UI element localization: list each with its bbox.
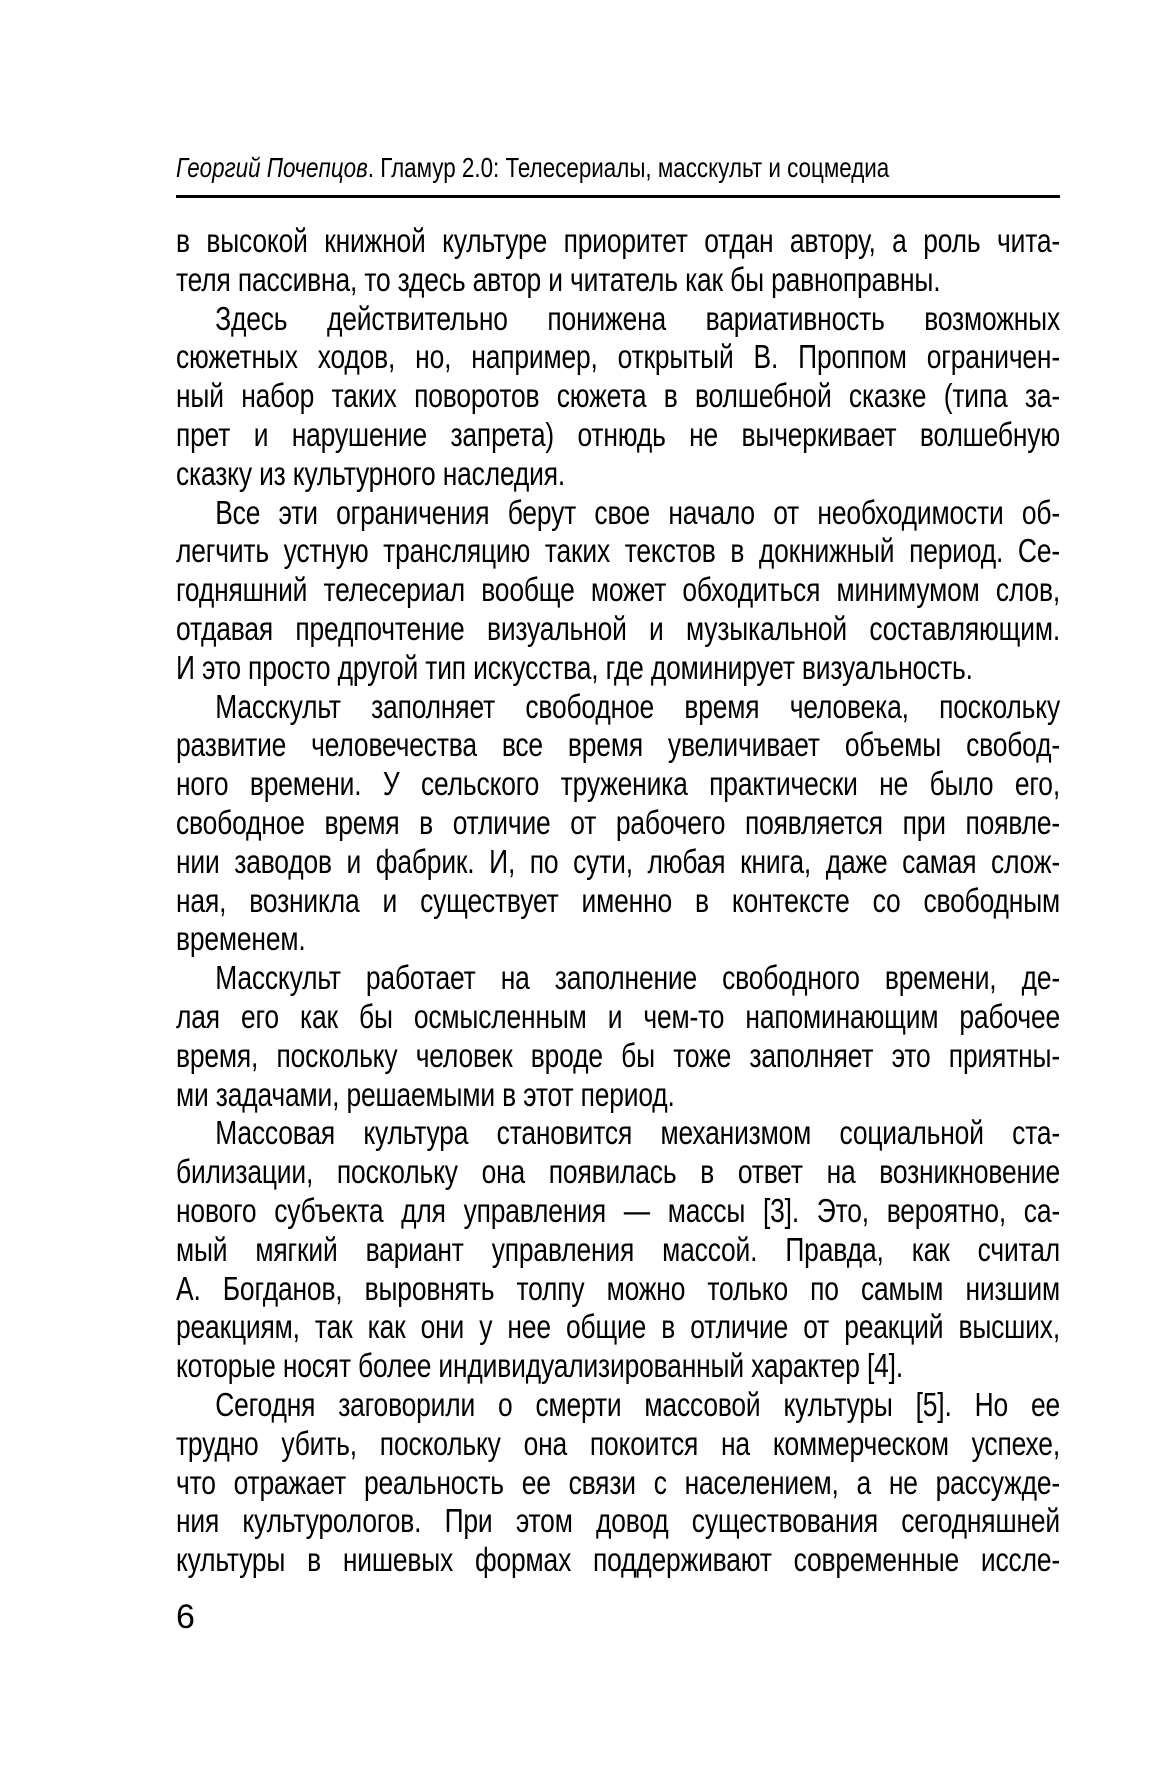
text-line: свободное время в отличие от рабочего появляется при появле- [176, 803, 1060, 841]
header-rule [176, 195, 1060, 198]
text-line: прет и нарушение запрета) отнюдь не вычеркивает волшебную [176, 415, 1060, 453]
text-line: ми задачами, решаемыми в этот период. [176, 1075, 675, 1113]
text-line: нового субъекта для управления — массы [3]. Это, вероятно, са- [176, 1191, 1060, 1229]
text-line: ного времени. У сельского труженика практически не было его, [176, 765, 1060, 803]
text-line: ный набор таких поворотов сюжета в волшебной сказке (типа за- [176, 377, 1060, 415]
text-line: теля пассивна, то здесь автор и читатель как бы равноправны. [176, 260, 941, 298]
text-line: Все эти ограничения берут свое начало от необходимости об- [215, 493, 1060, 531]
text-line: временем. [176, 920, 306, 958]
text-line: Сегодня заговорили о смерти массовой культуры [5]. Но ее [215, 1385, 1060, 1423]
paragraph [176, 1114, 1060, 1386]
running-header [176, 152, 1060, 184]
paragraph [176, 959, 1060, 1114]
text-line: Масскульт работает на заполнение свободного времени, де- [215, 959, 1060, 997]
text-line: ная, возникла и существует именно в контексте со свободным [176, 881, 1060, 919]
text-line: которые носят более индивидуализированный характер [4]. [176, 1347, 904, 1385]
text-line: ния культурологов. При этом довод существования сегодняшней [176, 1502, 1060, 1540]
text-line: лая его как бы осмысленным и чем-то напоминающим рабочее [176, 997, 1060, 1035]
text-line: что отражает реальность ее связи с населением, а не рассужде- [176, 1463, 1060, 1501]
text-line: мый мягкий вариант управления массой. Правда, как считал [176, 1230, 1060, 1268]
paragraph [176, 688, 1060, 960]
text-line: годняшний телесериал вообще может обходиться минимумом слов, [176, 571, 1060, 609]
text-line: культуры в нишевых формах поддерживают современные иссле- [176, 1541, 1060, 1579]
text-line: Массовая культура становится механизмом социальной ста- [215, 1114, 1060, 1152]
text-line: реакциям, так как они у нее общие в отличие от реакций высших, [176, 1308, 1060, 1346]
paragraph [176, 494, 1060, 688]
page-body-text [176, 222, 1060, 1580]
paragraph [176, 300, 1060, 494]
text-line: А. Богданов, выровнять толпу можно только по самым низшим [176, 1269, 1060, 1307]
text-line: в высокой книжной культуре приоритет отдан автору, а роль чита- [176, 222, 1060, 259]
text-line: И это просто другой тип искусства, где доминирует визуальность. [176, 648, 973, 686]
running-header-author: Георгий Почепцов [176, 152, 368, 183]
text-line: легчить устную трансляцию таких текстов в докнижный период. Се- [176, 532, 1060, 570]
text-line: Масскульт заполняет свободное время человека, поскольку [215, 687, 1060, 725]
text-line: сказку из культурного наследия. [176, 454, 566, 492]
text-line: билизации, поскольку она появилась в ответ на возникновение [176, 1153, 1060, 1191]
text-line: трудно убить, поскольку она покоится на коммерческом успехе, [176, 1424, 1060, 1462]
text-line: отдавая предпочтение визуальной и музыкальной составляющим. [176, 609, 1060, 647]
text-line: время, поскольку человек вроде бы тоже заполняет это приятны- [176, 1036, 1060, 1074]
paragraph [176, 222, 1060, 300]
text-line: нии заводов и фабрик. И, по сути, любая книга, даже самая слож- [176, 842, 1060, 880]
text-line: развитие человечества все время увеличивает объемы свобод- [176, 726, 1060, 764]
page-number: 6 [176, 1598, 195, 1636]
text-line: Здесь действительно понижена вариативность возможных [215, 299, 1060, 337]
text-line: сюжетных ходов, но, например, открытый В. Проппом ограничен- [176, 338, 1060, 376]
paragraph [176, 1386, 1060, 1580]
running-header-title: . Гламур 2.0: Телесериалы, масскульт и соцмедиа [367, 152, 890, 183]
